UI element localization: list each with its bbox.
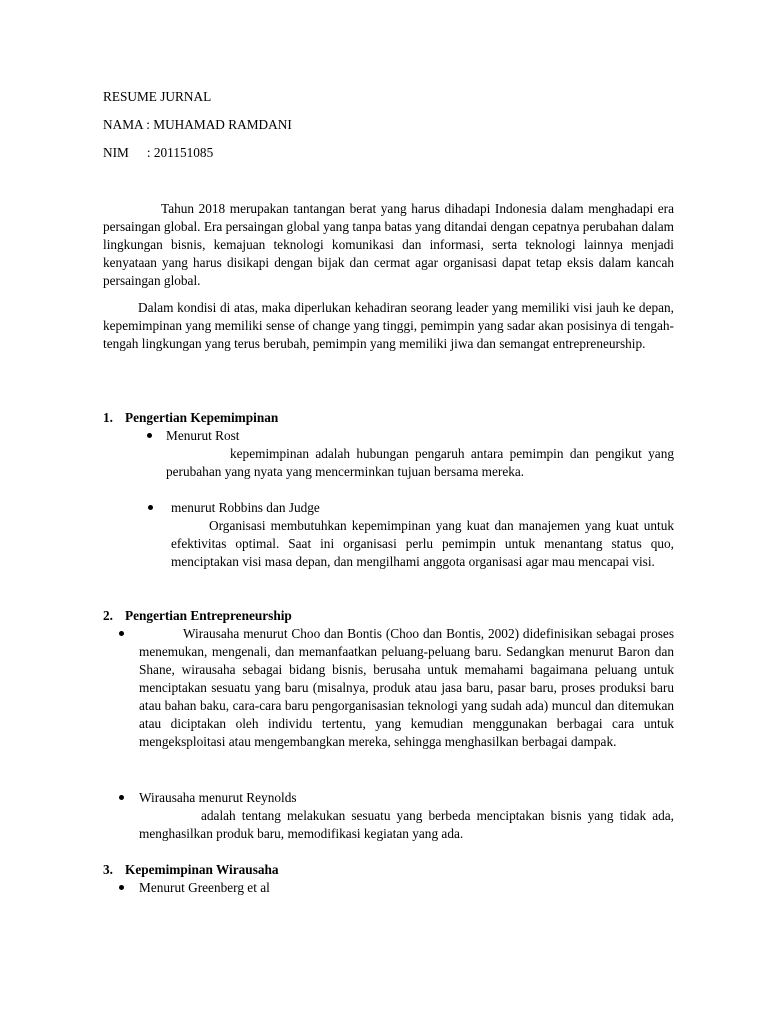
list-item-text: Organisasi membutuhkan kepemimpinan yang kuat dan manajemen yang kuat untuk efektivitas optimal. Saat ini organisasi perlu pemimpin untuk menantang status quo, menciptakan visi masa depan, dan mengilhami anggota organisasi agar mau mencapai visi.: [171, 518, 674, 569]
section-number: 2.: [103, 608, 113, 623]
list-item-text: Wirausaha menurut Choo dan Bontis (Choo dan Bontis, 2002) didefinisikan sebagai proses menemukan, mengenali, dan memanfaatkan peluang-peluang baru. Sedangkan menurut Baron dan Shane, wirausaha sebagai bidang bisnis, berusaha untuk memahami bagaimana peluang untuk menciptakan sesuatu yang baru (misalnya, produk atau jasa baru, pasar baru, proses produksi baru atau bahan baku, cara-cara baru pengorganisasian teknologi yang sudah ada) muncul dan ditemukan atau diciptakan oleh individu tertentu, yang kemudian menggunakan berbagai cara untuk mengeksploitasi atau mengembangkan mereka, sehingga menghasilkan berbagai dampak.: [139, 626, 674, 749]
intro-paragraph-1: Tahun 2018 merupakan tantangan berat yang harus dihadapi Indonesia dalam menghadapi era persaingan global. Era persaingan global yang tanpa batas yang ditandai dengan cepatnya perubahan dalam lingkungan bisnis, kemajuan teknologi komunikasi dan informasi, serta teknologi lainnya menjadi kenyataan yang harus disikapi dengan bijak dan cermat agar organisasi dapat tetap eksis dalam kancah persaingan global.: [103, 201, 674, 288]
bullet-icon: [147, 433, 152, 438]
section-title: Pengertian Entrepreneurship: [125, 608, 292, 623]
section-title: Pengertian Kepemimpinan: [125, 410, 279, 425]
bullet-icon: [119, 631, 124, 636]
student-nim: [103, 144, 213, 162]
list-item-label: Menurut Rost: [166, 428, 240, 443]
intro-paragraph-2: Dalam kondisi di atas, maka diperlukan kehadiran seorang leader yang memiliki visi jauh ke depan, kepemimpinan yang memiliki sense of change yang tinggi, pemimpin yang sadar akan posisinya di tengah-tengah lingkungan yang terus berubah, pemimpin yang memiliki jiwa dan semangat entrepreneurship.: [103, 300, 674, 351]
list-item-label: Wirausaha menurut Reynolds: [139, 790, 297, 805]
list-item-label: menurut Robbins dan Judge: [171, 500, 320, 515]
bullet-icon: [148, 505, 153, 510]
list-item-text: kepemimpinan adalah hubungan pengaruh antara pemimpin dan pengikut yang perubahan yang nyata yang mencerminkan tujuan bersama mereka.: [166, 446, 674, 479]
list-item-text: adalah tentang melakukan sesuatu yang berbeda menciptakan bisnis yang tidak ada, menghasilkan produk baru, memodifikasi kegiatan yang ada.: [139, 808, 674, 841]
section-1-heading: [103, 409, 278, 427]
section-number: 1.: [103, 410, 113, 425]
section-2-heading: [103, 607, 292, 625]
section-3-heading: [103, 861, 279, 879]
section-title: Kepemimpinan Wirausaha: [125, 862, 279, 877]
nim-value: : 201151085: [146, 145, 214, 160]
student-name: NAMA : MUHAMAD RAMDANI: [103, 117, 292, 132]
list-item-label: Menurut Greenberg et al: [139, 880, 270, 895]
section-number: 3.: [103, 862, 113, 877]
nim-label: NIM: [103, 145, 129, 160]
bullet-icon: [119, 795, 124, 800]
bullet-icon: [119, 885, 124, 890]
document-title: RESUME JURNAL: [103, 89, 212, 104]
